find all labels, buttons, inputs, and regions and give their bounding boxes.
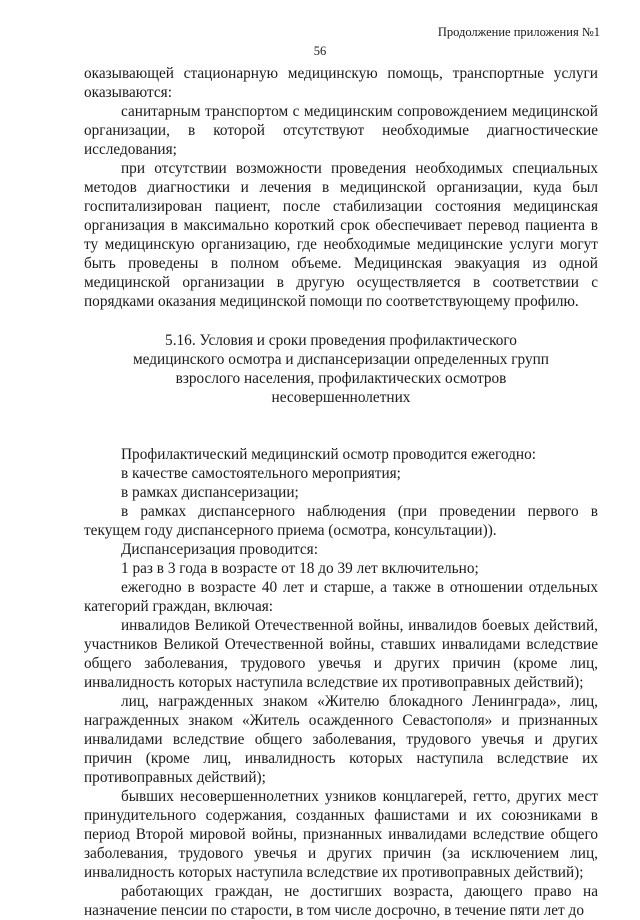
- list-item: Диспансеризация проводится:: [121, 541, 318, 558]
- list-item: в рамках диспансеризации;: [121, 484, 299, 501]
- list-item: ежегодно в возрасте 40 лет и старше, а также в отношении отдельных категорий граждан, включая:: [84, 579, 598, 615]
- list-item: 1 раз в 3 года в возрасте от 18 до 39 лет включительно;: [121, 560, 479, 577]
- paragraph: при отсутствии возможности проведения необходимых специальных методов диагностики и лечения в медицинской организации, куда был госпитализирован пациент, после стабилизации состояния медицинская организация в максимально короткий срок обеспечивает перевод пациента в ту медицинскую организацию, где необходимые медицинские услуги могут быть проведены в полном объеме. Медицинская эвакуация из одной медицинской организации в другую осуществляется в соответствии с порядками оказания медицинской помощи по соответствующему профилю.: [84, 160, 598, 310]
- document-body: [84, 64, 598, 920]
- list-item: Профилактический медицинский осмотр проводится ежегодно:: [121, 446, 536, 463]
- section-title: 5.16. Условия и сроки проведения профилактического медицинского осмотра и диспансеризации определенных групп взрослого населения, профилактических осмотров несовершеннолетних: [132, 332, 549, 406]
- list-item: в качестве самостоятельного мероприятия;: [121, 465, 401, 482]
- appendix-continuation-note: Продолжение приложения №1: [437, 25, 600, 39]
- paragraph: оказывающей стационарную медицинскую помощь, транспортные услуги оказываются:: [84, 65, 598, 101]
- list-item: в рамках диспансерного наблюдения (при проведении первого в текущем году диспансерного приема (осмотра, консультации)).: [84, 503, 598, 539]
- paragraph: санитарным транспортом с медицинским сопровождением медицинской организации, в которой отсутствуют необходимые диагностические исследования;: [84, 103, 598, 158]
- page-number: 56: [313, 44, 327, 58]
- list-item: бывших несовершеннолетних узников концлагерей, гетто, других мест принудительного содержания, созданных фашистами и их союзниками в период Второй мировой войны, признанных инвалидами вследствие общего заболевания, трудового увечья и других причин (за исключением лиц, инвалидность которых наступила вследствие их противоправных действий);: [84, 788, 598, 881]
- list-item: инвалидов Великой Отечественной войны, инвалидов боевых действий, участников Великой Отечественной войны, ставших инвалидами вследствие общего заболевания, трудового увечья и других причин (кроме лиц, инвалидность которых наступила вследствие их противоправных действий);: [84, 617, 598, 691]
- list-item: лиц, награжденных знаком «Жителю блокадного Ленинграда», лиц, награжденных знаком «Житель осажденного Севастополя» и признанных инвалидами вследствие общего заболевания, трудового увечья и других причин (кроме лиц, инвалидность которых наступила вследствие их противоправных действий);: [84, 693, 598, 786]
- list-item: работающих граждан, не достигших возраста, дающего право на назначение пенсии по старости, в том числе досрочно, в течение пяти лет до: [84, 883, 598, 919]
